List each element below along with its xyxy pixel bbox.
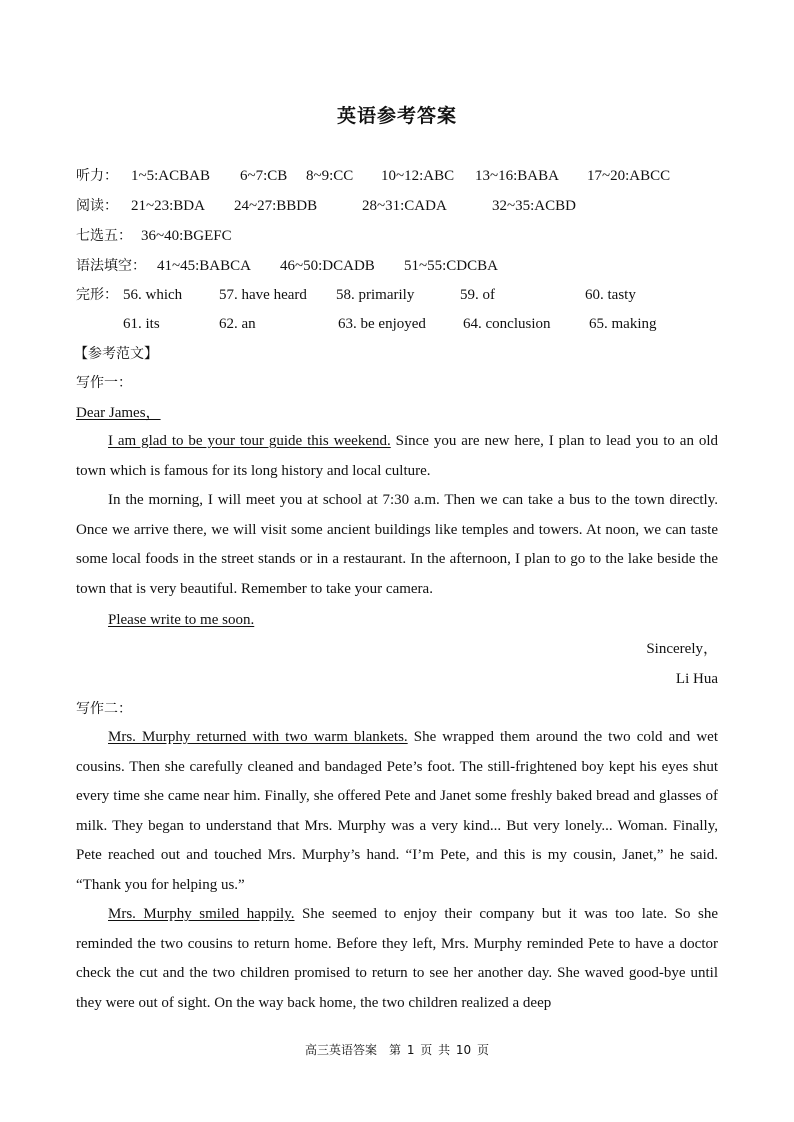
reading-label: 阅读： — [76, 198, 118, 214]
answer-group: 51~55:CDCBA — [404, 258, 498, 274]
listening-label: 听力： — [76, 168, 118, 184]
underlined-sentence: Mrs. Murphy smiled happily. — [108, 906, 295, 922]
letter-salutation: Dear James， — [76, 405, 161, 421]
underlined-sentence: Mrs. Murphy returned with two warm blankets. — [108, 729, 408, 745]
answer-group: 13~16:BABA — [475, 168, 559, 184]
writing1-paragraph-2: In the morning, I will meet you at school at 7:30 a.m. Then we can take a bus to the town directly. Once we arrive there, we will visit some ancient buildings like temples and towers. At noon, we can taste some local foods in the street stands or in a restaurant. In the afternoon, I plan to go to the lake beside the town that is very beautiful. Remember to take your camera. — [76, 492, 718, 597]
writing1-label: 写作一： — [76, 375, 132, 391]
answer-group: 17~20:ABCC — [587, 168, 671, 184]
answer-group: 28~31:CADA — [362, 198, 447, 214]
letter-signature: Li Hua — [675, 671, 718, 687]
cloze-answer: 62. an — [219, 316, 256, 332]
cloze-answer: 61. its — [123, 316, 160, 332]
cloze-answer: 56. which — [123, 287, 183, 303]
writing2-paragraph-1 — [76, 723, 718, 901]
writing1-paragraph-1 — [76, 427, 718, 486]
cloze-answer: 65. making — [589, 316, 657, 332]
cloze-answer: 63. be enjoyed — [338, 316, 426, 332]
answer-group: 6~7:CB — [240, 168, 288, 184]
paragraph-text: She wrapped them around the two cold and wet cousins. Then she carefully cleaned and bandaged Pete’s foot. The still-frightened boy kept his eyes shut every time she came near him. Finally, she offered Pete and Janet some freshly baked bread and glasses of milk. They began to understand that Mrs. Murphy was a very kind... But very lonely... Woman. Finally, Pete reached out and touched Mrs. Murphy’s hand. “I’m Pete, and this is my cousin, Janet,” he said. “Thank you for helping us.” — [76, 729, 718, 893]
cloze-answer: 64. conclusion — [463, 316, 551, 332]
seven-choose-five-label: 七选五： — [76, 228, 132, 244]
answer-group: 46~50:DCADB — [280, 258, 375, 274]
answer-group: 24~27:BBDB — [234, 198, 318, 214]
underlined-sentence: I am glad to be your tour guide this weekend. — [108, 433, 391, 449]
sample-heading: 【参考范文】 — [74, 346, 158, 362]
cloze-answer: 57. have heard — [219, 287, 307, 303]
answer-group: 10~12:ABC — [381, 168, 455, 184]
answer-group: 1~5:ACBAB — [131, 168, 210, 184]
paragraph-text: Since you are new here, I plan to lead you to an old town which is famous for its long history and local culture. — [76, 433, 718, 479]
page-footer: 高三英语答案 第 1 页 共 10 页 — [305, 1043, 489, 1057]
answer-group: 32~35:ACBD — [492, 198, 576, 214]
answer-group: 36~40:BGEFC — [141, 228, 232, 244]
cloze-answer: 60. tasty — [585, 287, 636, 303]
answer-group: 21~23:BDA — [131, 198, 205, 214]
cloze-answer: 59. of — [460, 287, 495, 303]
writing2-label: 写作二： — [76, 701, 132, 717]
page-title: 英语参考答案 — [336, 105, 457, 127]
paragraph-text: She seemed to enjoy their company but it was too late. So she reminded the two cousins to return home. Before they left, Mrs. Murphy reminded Pete to have a doctor check the cut and the two children promised to return to see her another day. She waved good-bye until they were out of sight. On the way back home, the two children realized a deep — [76, 906, 718, 1011]
writing2-paragraph-2 — [76, 900, 718, 1018]
grammar-label: 语法填空： — [76, 258, 146, 274]
answer-group: 41~45:BABCA — [157, 258, 251, 274]
letter-closing: Sincerely， — [646, 641, 718, 657]
answer-group: 8~9:CC — [306, 168, 354, 184]
writing1-closing-sentence: Please write to me soon. — [108, 612, 255, 628]
cloze-answer: 58. primarily — [336, 287, 415, 303]
cloze-label: 完形： — [76, 287, 118, 303]
